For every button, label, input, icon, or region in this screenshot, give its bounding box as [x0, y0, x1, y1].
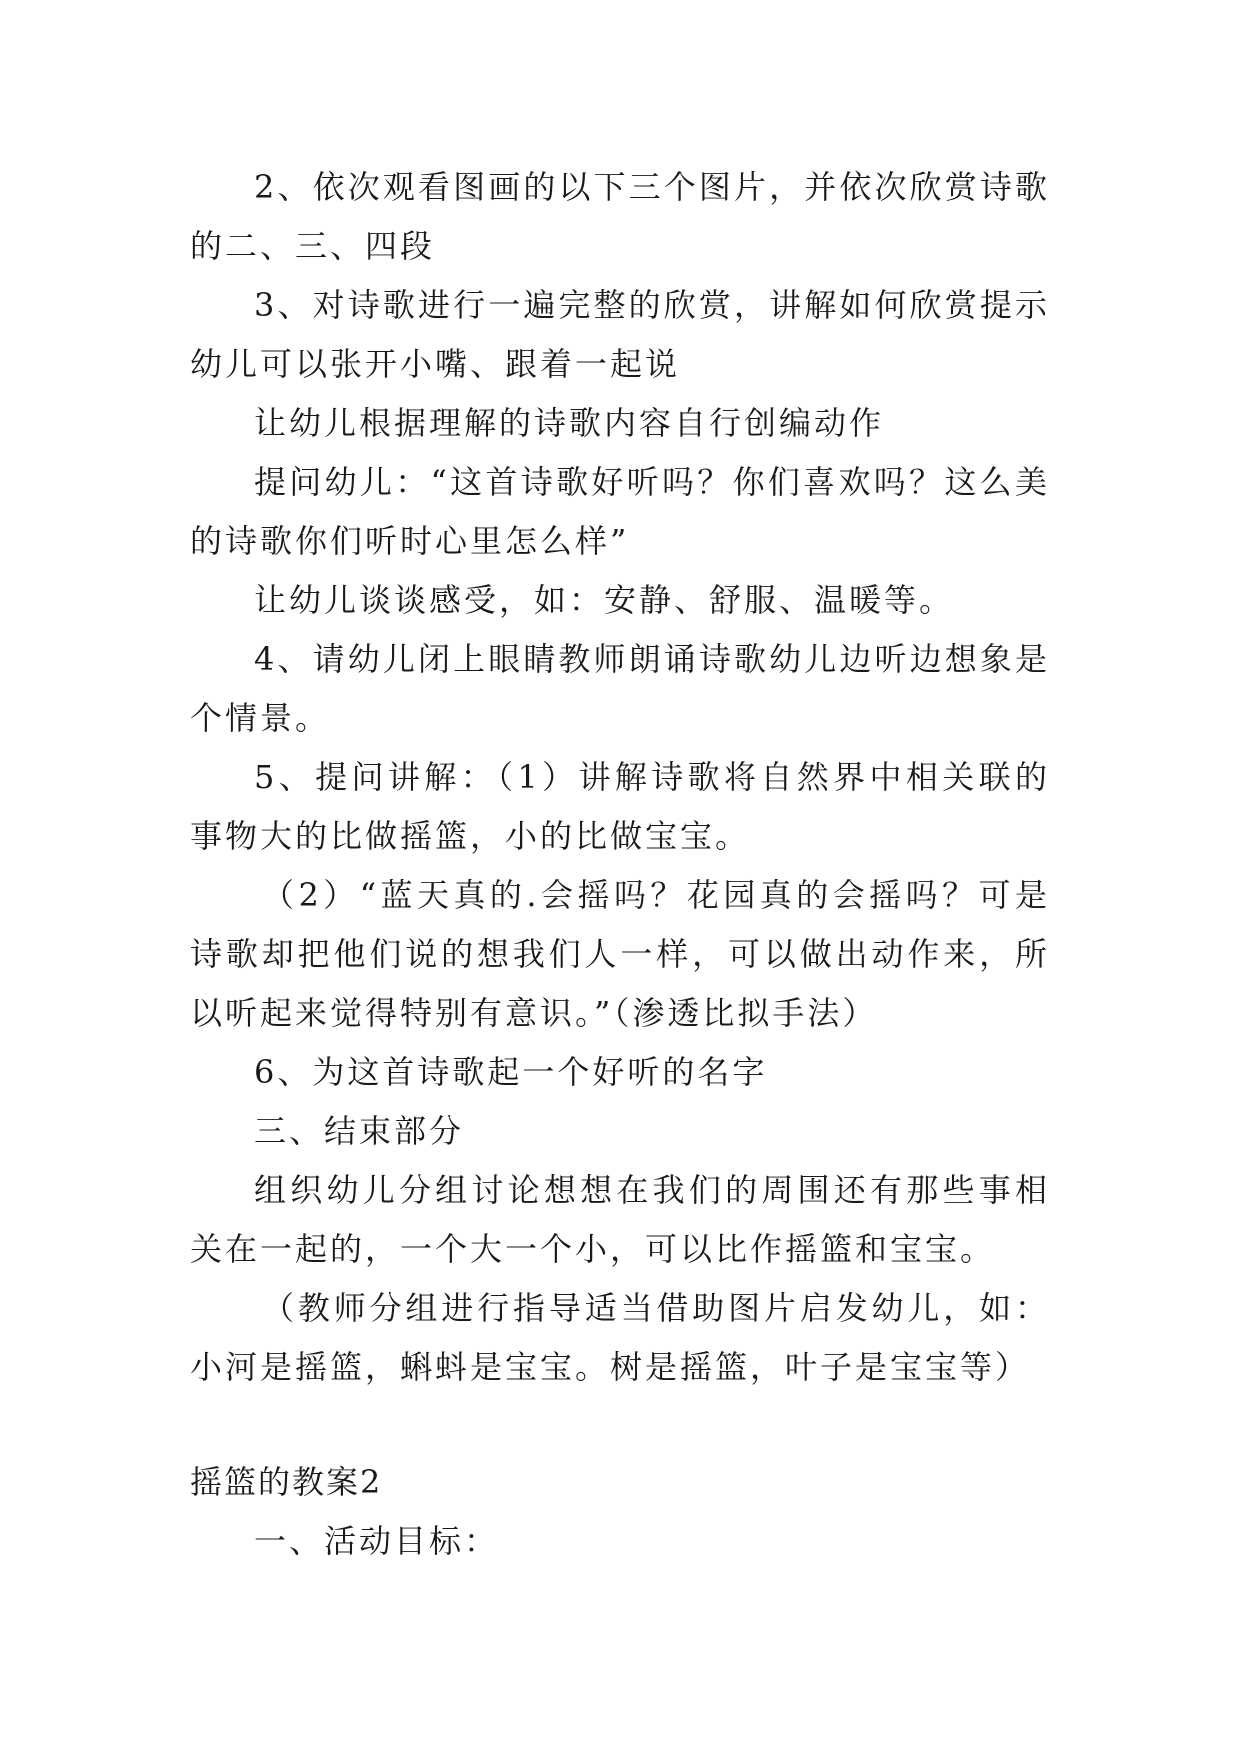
paragraph-step-6: 6、为这首诗歌起一个好听的名字	[254, 1053, 768, 1091]
paragraph-step-5: 5、提问讲解：（1）讲解诗歌将自然界中相关联的事物大的比做摇篮，小的比做宝宝。	[190, 758, 1050, 855]
paragraph-create-actions: 让幼儿根据理解的诗歌内容自行创编动作	[254, 404, 885, 442]
paragraph-step-4: 4、请幼儿闭上眼睛教师朗诵诗歌幼儿边听边想象是个情景。	[190, 640, 1050, 737]
paragraph-feelings: 让幼儿谈谈感受，如：安静、舒服、温暖等。	[254, 581, 955, 619]
section-first-item: 一、活动目标：	[254, 1522, 500, 1560]
paragraph-step-3: 3、对诗歌进行一遍完整的欣赏，讲解如何欣赏提示幼儿可以张开小嘴、跟着一起说	[190, 286, 1050, 383]
document-body	[190, 158, 1050, 1571]
paragraph-ending-heading: 三、结束部分	[254, 1112, 465, 1150]
section-title: 摇篮的教案2	[190, 1463, 383, 1501]
paragraph-group-discussion: 组织幼儿分组讨论想想在我们的周围还有那些事相关在一起的，一个大一个小，可以比作摇篮和宝宝。	[190, 1171, 1050, 1268]
paragraph-step-2: 2、依次观看图画的以下三个图片，并依次欣赏诗歌的二、三、四段	[190, 168, 1050, 265]
paragraph-question: 提问幼儿：“这首诗歌好听吗？你们喜欢吗？这么美的诗歌你们听时心里怎么样”	[190, 463, 1050, 560]
paragraph-step-5-part-2: （2）“蓝天真的.会摇吗？花园真的会摇吗？可是诗歌却把他们说的想我们人一样，可以做出动作来，所以听起来觉得特别有意识。”（渗透比拟手法）	[190, 876, 1050, 1032]
paragraph-teacher-guidance: （教师分组进行指导适当借助图片启发幼儿，如：小河是摇篮，蝌蚪是宝宝。树是摇篮，叶子是宝宝等）	[190, 1289, 1050, 1386]
